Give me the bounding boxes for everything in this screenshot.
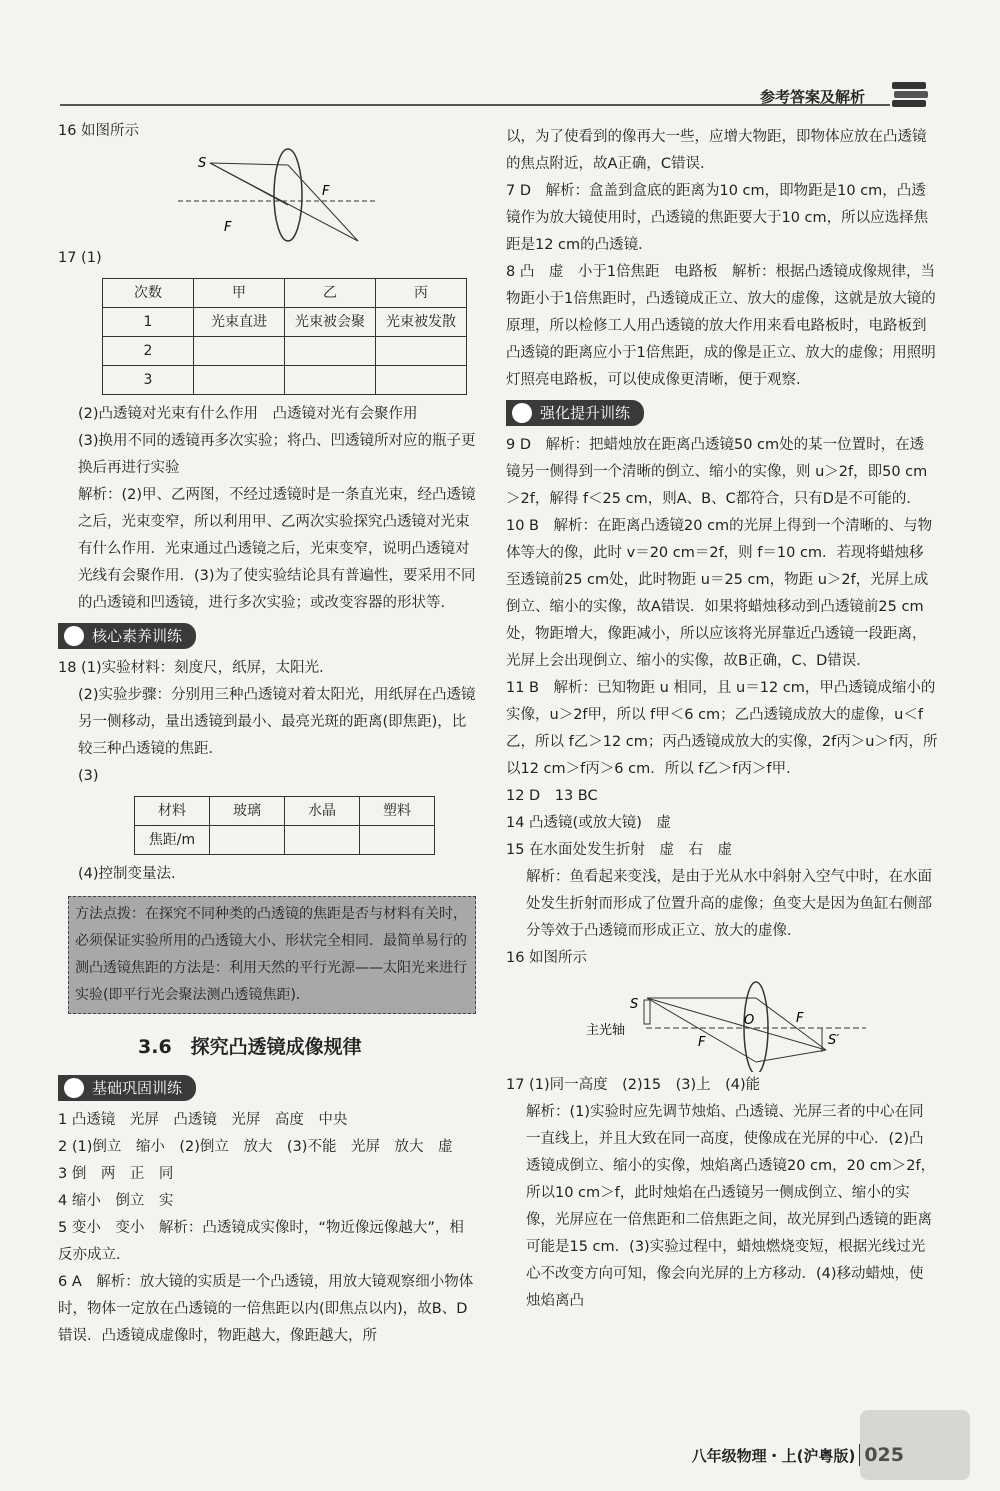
q17-2: (2)凸透镜对光束有什么作用 凸透镜对光有会聚作用: [78, 406, 418, 422]
table-cell: 光束被发散: [376, 308, 467, 337]
q18-4: (4)控制变量法．: [78, 866, 186, 882]
answer-15: 15 在水面处发生折射 虚 右 虚: [506, 842, 733, 858]
section-basic-training: [58, 1075, 196, 1101]
principal-axis-label: 主光轴: [586, 1023, 626, 1038]
header-title: 参考答案及解析: [760, 88, 866, 106]
right-diagram-o-label: O: [744, 1013, 755, 1028]
answer-9: 9 D 解析：把蜡烛放在距离凸透镜50 cm处的某一位置时，在透镜另一侧得到一个清晰的倒立、缩小的实像，则 u＞2f，即50 cm＞2f，解得 f＜25 cm，则A、B、C都符合，只有D是不可能的．: [506, 437, 928, 507]
answer-3: 3 倒 两 正 同: [58, 1166, 174, 1182]
answer-6-cont: 以，为了使看到的像再大一些，应增大物距，即物体应放在凸透镜的焦点附近，故A正确，C错误．: [506, 129, 927, 172]
left-diagram-s-label: S: [198, 156, 207, 171]
table-cell: [194, 366, 285, 395]
q18-2: (2)实验步骤：分别用三种凸透镜对着太阳光，用纸屏在凸透镜另一侧移动，量出透镜到最小、最亮光斑的距离(即焦距)，比较三种凸透镜的焦距．: [78, 687, 476, 757]
answer-7: 7 D 解析：盒盖到盒底的距离为10 cm，即物距是10 cm，凸透镜作为放大镜使用时，凸透镜的焦距要大于10 cm，所以应选择焦距是12 cm的凸透镜．: [506, 183, 929, 253]
q18-1: 18 (1)实验材料：刻度尺，纸屏，太阳光．: [58, 660, 334, 676]
crown-icon: [512, 403, 532, 423]
table-row: [103, 279, 467, 308]
table-row: [135, 826, 435, 855]
table-header: 水晶: [285, 797, 360, 826]
right-column: [506, 124, 938, 1315]
table-header: 次数: [103, 279, 194, 308]
table-cell: 2: [103, 337, 194, 366]
page-number: 025: [859, 1444, 904, 1466]
answer-17: 17 (1)同一高度 (2)15 (3)上 (4)能: [506, 1077, 761, 1093]
answer-2: 2 (1)倒立 缩小 (2)倒立 放大 (3)不能 光屏 放大 虚: [58, 1139, 453, 1155]
table-header: 塑料: [360, 797, 435, 826]
book-stack-icon: [890, 78, 930, 112]
section-core-literacy: [58, 623, 196, 649]
table-cell: [285, 826, 360, 855]
crown-icon: [64, 1078, 84, 1098]
right-diagram-f1-label: F: [796, 1011, 804, 1026]
left-diagram-f1-label: F: [322, 184, 330, 199]
q17-label: 17 (1): [58, 250, 102, 266]
corner-watermark-logo: [860, 1410, 970, 1480]
table-cell: 3: [103, 366, 194, 395]
answer-11: 11 B 解析：已知物距 u 相同，且 u＝12 cm，甲凸透镜成缩小的实像，u＞2f甲，所以 f甲＜6 cm；乙凸透镜成放大的虚像，u＜f乙，所以 f乙＞12 cm；丙凸透镜成放大的实像，2f丙＞u＞f丙，所以12 cm＞f丙＞6 cm．所以 f乙＞f丙＞f甲．: [506, 680, 938, 777]
answer-8: 8 凸 虚 小于1倍焦距 电路板 解析：根据凸透镜成像规律，当物距小于1倍焦距时，凸透镜成正立、放大的虚像，这就是放大镜的原理，所以检修工人用凸透镜的放大作用来看电路板时，电路板到凸透镜的距离应小于1倍焦距，成的像是正立、放大的虚像；用照明灯照亮电路板，可以使成像更清晰，便于观察．: [506, 264, 936, 388]
crown-icon: [64, 626, 84, 646]
table-row: [103, 366, 467, 395]
table-cell: [360, 826, 435, 855]
section-label: 核心素养训练: [92, 627, 183, 645]
answer-16: 16 如图所示: [506, 950, 588, 966]
answer-5: 5 变小 变小 解析：凸透镜成实像时，“物近像远像越大”，相反亦成立．: [58, 1220, 464, 1263]
footer-grade: 八年级物理・上(沪粤版): [691, 1447, 856, 1465]
right-diagram-s2-label: S′: [828, 1033, 840, 1048]
q16-left: 16 如图所示: [58, 123, 140, 139]
left-diagram-f2-label: F: [224, 220, 232, 235]
table-row: [103, 308, 467, 337]
answer-10: 10 B 解析：在距离凸透镜20 cm的光屏上得到一个清晰的、与物体等大的像，此时 v＝20 cm＝2f，则 f＝10 cm．若现将蜡烛移至透镜前25 cm处，此时物距 u＝25 cm，物距 u＞2f，光屏上成倒立、缩小的实像，故A错误．如果将蜡烛移动到凸透镜前25 cm处，物距增大，像距减小，所以应该将光屏靠近凸透镜一段距离，光屏上会出现倒立、缩小的实像，故B正确，C、D错误．: [506, 518, 933, 669]
answer-12-13: 12 D 13 BC: [506, 788, 598, 804]
q17-3: (3)换用不同的透镜再多次实验；将凸、凹透镜所对应的瓶子更换后再进行实验: [78, 433, 476, 476]
table-cell: 焦距/m: [135, 826, 210, 855]
lens-diagram-right: [506, 972, 938, 1072]
table-header: 丙: [376, 279, 467, 308]
table-cell: [210, 826, 285, 855]
light-beam-table: [102, 278, 467, 395]
table-header: 材料: [135, 797, 210, 826]
answer-6: 6 A 解析：放大镜的实质是一个凸透镜，用放大镜观察细小物体时，物体一定放在凸透镜的一倍焦距以内(即焦点以内)，故B、D错误．凸透镜成虚像时，物距越大，像距越大，所: [58, 1274, 474, 1344]
right-diagram-f2-label: F: [698, 1035, 706, 1050]
section-label: 强化提升训练: [540, 404, 631, 422]
left-column: [58, 118, 476, 1350]
header-rule: [60, 104, 890, 106]
focal-length-table: [134, 796, 435, 855]
table-cell: 光束直进: [194, 308, 285, 337]
table-cell: [285, 366, 376, 395]
table-row: [103, 337, 467, 366]
section-label: 基础巩固训练: [92, 1079, 183, 1097]
table-cell: [376, 366, 467, 395]
table-row: [135, 797, 435, 826]
lens-diagram-left: [58, 145, 476, 245]
table-cell: [285, 337, 376, 366]
section-heading: 3.6 探究凸透镜成像规律: [138, 1036, 362, 1058]
method-tip-box: 方法点拨：在探究不同种类的凸透镜的焦距是否与材料有关时，必须保证实验所用的凸透镜大小、形状完全相同．最简单易行的测凸透镜焦距的方法是：利用天然的平行光源——太阳光来进行实验(即平行光会聚法测凸透镜焦距)．: [68, 896, 476, 1014]
table-cell: 光束被会聚: [285, 308, 376, 337]
q18-3: (3): [78, 768, 99, 784]
table-header: 甲: [194, 279, 285, 308]
section-enhancement: [506, 400, 644, 426]
table-cell: [376, 337, 467, 366]
right-diagram-s-label: S: [630, 997, 639, 1012]
answer-4: 4 缩小 倒立 实: [58, 1193, 174, 1209]
answer-17-analysis: 解析：(1)实验时应先调节烛焰、凸透镜、光屏三者的中心在同一直线上，并且大致在同一高度，使像成在光屏的中心．(2)凸透镜成倒立、缩小的实像，烛焰离凸透镜20 cm，20 cm＞2f，所以10 cm＞f，此时烛焰在凸透镜另一侧成倒立、缩小的实像，光屏应在一倍焦距和二倍焦距之间，故光屏到凸透镜的距离可能是15 cm．(3)实验过程中，蜡烛燃烧变短，根据光线过光心不改变方向可知，像会向光屏的上方移动．(4)移动蜡烛，使烛焰离凸: [526, 1104, 936, 1309]
table-cell: [194, 337, 285, 366]
answer-14: 14 凸透镜(或放大镜) 虚: [506, 815, 671, 831]
table-header: 乙: [285, 279, 376, 308]
answer-15-analysis: 解析：鱼看起来变浅，是由于光从水中斜射入空气中时，在水面处发生折射而形成了位置升高的虚像；鱼变大是因为鱼缸右侧部分等效于凸透镜而形成正立、放大的虚像．: [526, 869, 932, 939]
table-header: 玻璃: [210, 797, 285, 826]
table-cell: 1: [103, 308, 194, 337]
q17-analysis: 解析：(2)甲、乙两图，不经过透镜时是一条直光束，经凸透镜之后，光束变窄，所以利用甲、乙两次实验探究凸透镜对光束有什么作用．光束通过凸透镜之后，光束变窄，说明凸透镜对光线有会聚作用．(3)为了使实验结论具有普遍性，要采用不同的凸透镜和凹透镜，进行多次实验；或改变容器的形状等．: [78, 487, 476, 611]
answer-1: 1 凸透镜 光屏 凸透镜 光屏 高度 中央: [58, 1112, 348, 1128]
